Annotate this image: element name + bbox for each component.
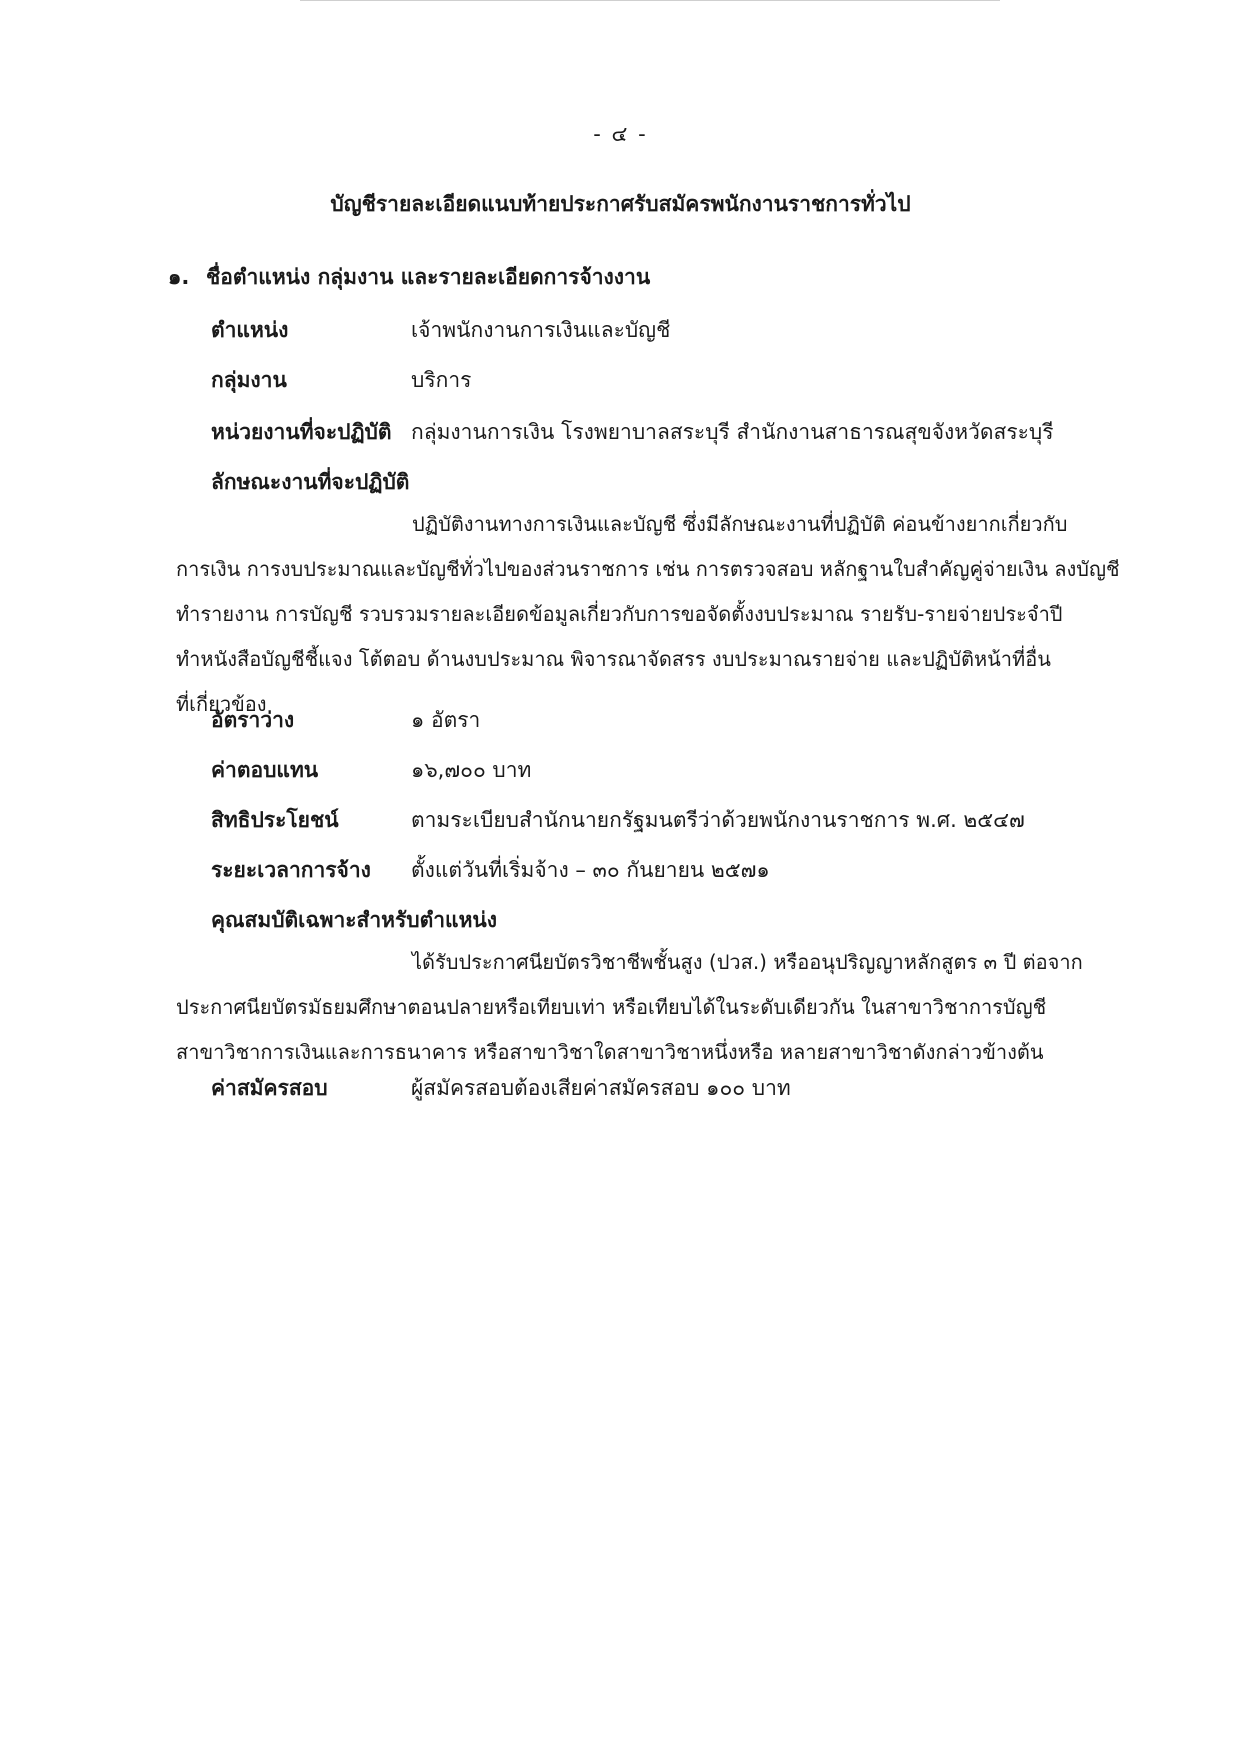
vacancies-value: ๑ อัตรา: [411, 708, 481, 732]
job-nature-line: ทำหนังสือบัญชีชี้แจง โต้ตอบ ด้านงบประมาณ พิจารณาจัดสรร งบประมาณรายจ่าย และปฏิบัติหน้าที่อื่น: [176, 647, 1051, 671]
section-heading-text: ชื่อตำแหน่ง กลุ่มงาน และรายละเอียดการจ้างงาน: [206, 265, 651, 289]
page-number: - ๔ -: [593, 122, 648, 146]
job-nature-line: การเงิน การงบประมาณและบัญชีทั่วไปของส่วนราชการ เช่น การตรวจสอบ หลักฐานใบสำคัญคู่จ่ายเงิน ลงบัญชี: [176, 557, 1120, 581]
group-label: กลุ่มงาน: [211, 368, 287, 392]
job-nature-line: ทำรายงาน การบัญชี รวบรวมรายละเอียดข้อมูลเกี่ยวกับการขอจัดตั้งงบประมาณ รายรับ-รายจ่ายประจำปี: [176, 602, 1063, 626]
job-nature-line: ที่เกี่ยวข้อง: [176, 692, 267, 716]
section-heading: [168, 261, 650, 294]
benefits-value: ตามระเบียบสำนักนายกรัฐมนตรีว่าด้วยพนักงานราชการ พ.ศ. ๒๕๔๗: [411, 808, 1025, 832]
top-edge-scan-mark: [300, 0, 1000, 5]
period-label: ระยะเวลาการจ้าง: [211, 858, 371, 882]
qualifications-paragraph: [176, 940, 1116, 1075]
unit-value: กลุ่มงานการเงิน โรงพยาบาลสระบุรี สำนักงานสาธารณสุขจังหวัดสระบุรี: [411, 420, 1054, 444]
position-value: เจ้าพนักงานการเงินและบัญชี: [411, 318, 671, 342]
period-value: ตั้งแต่วันที่เริ่มจ้าง – ๓๐ กันยายน ๒๕๗๑: [411, 858, 770, 882]
qualifications-label: คุณสมบัติเฉพาะสำหรับตำแหน่ง: [211, 908, 498, 932]
position-label: ตำแหน่ง: [211, 318, 289, 342]
qualifications-line: ประกาศนียบัตรมัธยมศึกษาตอนปลายหรือเทียบเท่า หรือเทียบได้ในระดับเดียวกัน ในสาขาวิชาการบัญชี: [176, 995, 1047, 1019]
job-nature-paragraph: [176, 502, 1120, 727]
benefits-label: สิทธิประโยชน์: [211, 808, 339, 832]
qualifications-line: ได้รับประกาศนียบัตรวิชาชีพชั้นสูง (ปวส.) หรืออนุปริญญาหลักสูตร ๓ ปี ต่อจาก: [412, 950, 1083, 974]
compensation-value: ๑๖,๗๐๐ บาท: [411, 758, 532, 782]
section-number: ๑.: [168, 265, 190, 289]
job-nature-label: ลักษณะงานที่จะปฏิบัติ: [211, 470, 410, 494]
fee-value: ผู้สมัครสอบต้องเสียค่าสมัครสอบ ๑๐๐ บาท: [411, 1076, 791, 1100]
group-value: บริการ: [411, 368, 472, 392]
vacancies-label: อัตราว่าง: [211, 708, 295, 732]
fee-label: ค่าสมัครสอบ: [211, 1076, 328, 1100]
job-nature-line: ปฏิบัติงานทางการเงินและบัญชี ซึ่งมีลักษณะงานที่ปฏิบัติ ค่อนข้างยากเกี่ยวกับ: [412, 512, 1068, 536]
qualifications-line: สาขาวิชาการเงินและการธนาคาร หรือสาขาวิชาใดสาขาวิชาหนึ่งหรือ หลายสาขาวิชาดังกล่าวข้างต้น: [176, 1040, 1044, 1064]
unit-label: หน่วยงานที่จะปฏิบัติ: [211, 420, 392, 444]
document-title: บัญชีรายละเอียดแนบท้ายประกาศรับสมัครพนักงานราชการทั่วไป: [330, 192, 911, 216]
compensation-label: ค่าตอบแทน: [211, 758, 319, 782]
